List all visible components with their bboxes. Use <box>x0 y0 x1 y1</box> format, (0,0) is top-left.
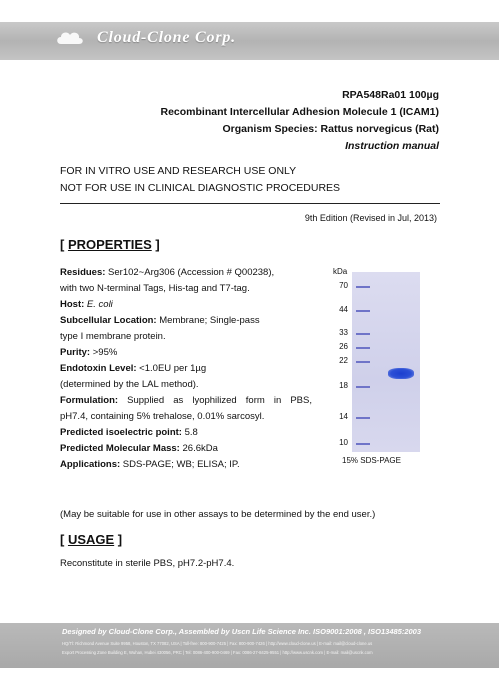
gel-image <box>352 272 420 452</box>
applications-note: (May be suitable for use in other assays to be determined by the end user.) <box>60 509 376 520</box>
marker-label: 70 <box>339 281 348 290</box>
gel-unit-label: kDa <box>333 267 348 276</box>
ladder-band <box>356 443 370 445</box>
endotoxin-row: Endotoxin Level: <1.0EU per 1µg <box>60 363 207 374</box>
edition-note: 9th Edition (Revised in Jul, 2013) <box>304 213 437 223</box>
footer-contact-us: HQ/Tl: Richmond Avenue Suite 9958, Houston, TX 77082, USA | Toll-free: 800-900-7425 | Fax: 800-900-7426 | http://www.cloud-clone.us | E-mail: mail@cloud-clone.us <box>62 641 373 646</box>
notice-line-clinical: NOT FOR USE IN CLINICAL DIAGNOSTIC PROCEDURES <box>60 182 341 194</box>
marker-label: 22 <box>339 356 348 365</box>
marker-label: 14 <box>339 412 348 421</box>
organism-species: Organism Species: Rattus norvegicus (Rat) <box>222 123 439 135</box>
cloud-logo-icon <box>55 27 85 49</box>
applications-row: Applications: SDS-PAGE; WB; ELISA; IP. <box>60 459 240 470</box>
properties-heading: [ PROPERTIES ] <box>60 237 160 252</box>
ladder-band <box>356 333 370 335</box>
ladder-band <box>356 286 370 288</box>
endotoxin-continued: (determined by the LAL method). <box>60 379 199 390</box>
document-type: Instruction manual <box>345 140 439 152</box>
formulation-row: Formulation: Supplied as lyophilized form in PBS, <box>60 395 312 406</box>
usage-instruction: Reconstitute in sterile PBS, pH7.2-pH7.4. <box>60 558 235 569</box>
ladder-band <box>356 347 370 349</box>
marker-label: 26 <box>339 342 348 351</box>
footer-contact-cn: Export Processing Zone Building E, Wuhan, Hubei 430056, PRC | Tel: 0086-400-900-0469 | Fax: 0086-27-8425-9551 | http://www.uscnk.com | E-mail: mail@uscnk.com <box>62 650 373 655</box>
properties-list <box>60 265 312 473</box>
product-title-block <box>161 87 440 155</box>
ladder-band <box>356 417 370 419</box>
formulation-continued: pH7.4, containing 5% trehalose, 0.01% sarcosyl. <box>60 411 265 422</box>
company-name: Cloud-Clone Corp. <box>97 29 236 46</box>
molecular-mass-row: Predicted Molecular Mass: 26.6kDa <box>60 443 218 454</box>
purity-row: Purity: >95% <box>60 347 118 358</box>
ladder-band <box>356 386 370 388</box>
gel-caption: 15% SDS-PAGE <box>342 456 401 465</box>
divider <box>60 203 440 204</box>
ladder-band <box>356 361 370 363</box>
footer-credit: Designed by Cloud-Clone Corp., Assembled by Uscn Life Science Inc. ISO9001:2008 , ISO13485:2003 <box>62 627 422 636</box>
catalog-number: RPA548Ra01 100µg <box>342 89 439 101</box>
residues-row: Residues: Ser102~Arg306 (Accession # Q00238), <box>60 267 275 278</box>
ladder-band <box>356 310 370 312</box>
usage-notice <box>60 163 340 197</box>
host-row: Host: E. coli <box>60 299 113 310</box>
marker-label: 33 <box>339 328 348 337</box>
product-name: Recombinant Intercellular Adhesion Molecule 1 (ICAM1) <box>160 106 439 118</box>
marker-label: 18 <box>339 381 348 390</box>
sds-page-gel-figure <box>330 264 440 464</box>
marker-label: 44 <box>339 305 348 314</box>
subcellular-continued: type I membrane protein. <box>60 331 166 342</box>
notice-line-research: FOR IN VITRO USE AND RESEARCH USE ONLY <box>60 165 297 177</box>
residues-continued: with two N-terminal Tags, His-tag and T7-tag. <box>60 283 250 294</box>
subcellular-row: Subcellular Location: Membrane; Single-pass <box>60 315 260 326</box>
protein-band <box>388 368 414 379</box>
marker-label: 10 <box>339 438 348 447</box>
usage-heading: [ USAGE ] <box>60 532 123 547</box>
isoelectric-row: Predicted isoelectric point: 5.8 <box>60 427 198 438</box>
